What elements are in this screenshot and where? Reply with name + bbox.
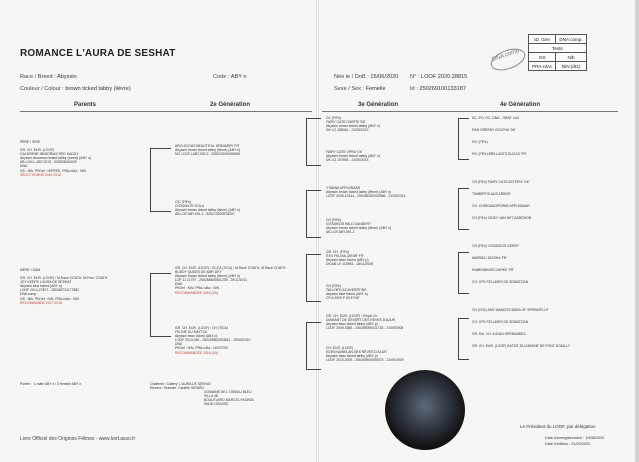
code-field: Code : ABY n: [213, 74, 247, 80]
dob-field: Née le / DoB : 15/06/2020: [334, 74, 399, 80]
bracket-gen3-4: [306, 322, 321, 370]
bracket-gen3-1: [306, 118, 321, 166]
mother-selection: RECOMMANDÉ 2017 2016: [20, 300, 62, 305]
gen2-d: GR. CH. EUR. (LOOF) / CH (TICA) FELINE DU MAYTZA Abyssin fawn ticked (ABY p) LOOF 2013.046 - 250269500053811 - 25/09/2010 DNA PKDef : N/N, PRA-rdAc : N/ICF290 RECOMMANDÉE 2016 (4A): [175, 326, 251, 355]
cat-name-title: ROMANCE L'AURA DE SESHAT: [20, 48, 176, 59]
divider-left: [20, 111, 312, 112]
bracket-gen3-3: [306, 254, 321, 302]
gen3-8: CH. EUR. (LOOF) EDEN NAWELAN DES RÊVES D'AZUR Abyssin fawn ticked tabby (ABY p) LOOF 2010.2005 - 250269500050075 - 21/09/2009: [326, 346, 404, 363]
signature-line: Le Président du LOOF, par délégation: [520, 424, 596, 429]
gen2-a: ARVLICIOUS BEAUTIFUL DREAMER 'FR' Abyssin brown ticked tabby (lièvre) (ABY n) NO LOOF.LABY.093.2 - 528210000195665: [175, 144, 241, 157]
gen3-6: CH (FIFe) TALLYBYLAS AVERSTINE Abyssin blue ticked (ABY a) CP.A 2009 P 00.EYSE: [326, 284, 368, 301]
dob-value: 15/06/2020: [370, 74, 399, 80]
race-value: Abyssin: [57, 74, 77, 80]
gen3-1: GC (FIFe) FAIRY CATS DIMITRI 'DK' Abyssin brown ticked tabby (ABY n) DK LO 158461 - 21/05/2013: [326, 116, 380, 133]
gen-head-dna: DNA comp.: [556, 35, 586, 44]
divider-right: [322, 111, 618, 112]
number-field: N° : LOOF 2020.28815: [410, 74, 468, 80]
sex-field: Sexe / Sex : Femelle: [334, 86, 386, 92]
bracket-gen4-3: [458, 252, 469, 294]
colour-value: brown ticked tabby (lièvre): [65, 86, 131, 92]
gen-gs-label: GS: [529, 53, 556, 62]
gen4-group-1: SC, PO, OC, DNA - GRAF LUX RAH GREENY GOLFHA 'DK' FIC (FIFe) FIC (FIFe) BRILLANTS DUCAS 'FR': [472, 116, 527, 157]
gen3-4: CH (FIFe) GITADIKOS WILD DANDERY Abyssin brown ticked tabby (lièvre) (ABY n) AB.LOF.ABY.091.2: [326, 218, 392, 235]
code-value: ABY n: [230, 74, 247, 80]
gen3-3: YTABNA APPLEBAAR Abyssin brown ticked tabby (lièvre) (ABY n) LOOF 2006.12344 - 250268100000966 - 21/05/2014: [326, 186, 406, 199]
gen-pra-value: N/N (dt1): [556, 62, 586, 71]
col-gen2: 2e Génération: [210, 102, 251, 108]
race-field: Race / Breed : Abyssin: [20, 74, 77, 80]
gen2-c: GR. CH. EUR. (LOOF) / SCCA (TICA) / M.Race COATH, M.Race COATH BUDDY QUEEN DE AMR DEY Abyssin brown ticked tabby (lièvre) (ABY n) LOF 11.11797 - 250268500551239 - 29/11/2011 DNA PKDef : N/N, PRA-rdAc : N/N RECOMMANDÉE 2016 (4A): [175, 266, 286, 295]
bracket-gen4-2: [458, 188, 469, 230]
loof-seal: [385, 370, 465, 450]
mother-title: MÈRE / DAM: [20, 268, 41, 272]
sex-value: Femelle: [365, 86, 386, 92]
father-title: PÈRE / SIRE: [20, 140, 40, 144]
id-field: Id : 250269100133187: [410, 86, 467, 92]
bracket-gen3-2: [306, 190, 321, 238]
col-gen4: 4e Génération: [500, 102, 541, 108]
gen2-b: CIC (FIFe) GITADIKOS VIOLA Abyssin brown ticked tabby (lièvre) (ABY n) AB.LOF.ABY.091.2 - 528210000978207: [175, 200, 241, 217]
cattery-info: Chatterie / Cattery L'AURA DE SESHAT Eleveur / Breeder Danièle GIRARD DOMAINE DE L'OISEAU BLEU VILLA 48 BOULEVARD MARCEL PAGNOL 06130 GRASSE: [150, 382, 255, 407]
gen3-2: FAIRY CATS OPRA 'DK' Abyssin brown ticked tabby (ABY n) DK LO 157695 - 21/05/2013: [326, 150, 380, 163]
edition-date: Date d'édition : 21/09/2020: [545, 442, 591, 446]
father-block: PÈRE / SIRE GR. CH. EUR. (LOOF) GALDRENE NEMORIAS RED DADDY Abyssin cinnamon ticked tabby (sorrel) (ABY o) AB LOH.L.ABY.2013 - 528294000029 DNA GS : N/b, PKDef : N/PRED, PRA-rdAc : N/N SÉLECTIONNÉ 2016 2016: [20, 140, 91, 177]
gen4-group-2: CH (FIFe) FAIRY CATS ASTERIX 'DK' TIMBERTIS AUS ARBOR CH. CHIRGANOPERNE APPLEBAAR CH (FIFe) VIDEY VAN HET AARDHOB: [472, 180, 531, 221]
col-gen3: 3e Génération: [358, 102, 399, 108]
gen-tests-label: Tests: [529, 44, 587, 53]
litter-info: Portée : 1 mâle ABY n / 3 femelle ABY n: [20, 382, 82, 386]
bracket-gen4-1: [458, 118, 469, 160]
col-parents: Parents: [74, 102, 97, 108]
mother-block: MÈRE / DAM GR. CH. EUR. (LOOF) / M.Race COATH, M.Fem. COATH JOY KEEPS L'AURA DE SESHAT Abyssin blue ticked (ABY a) LOOF 2014.27307 - 250268731177882 DNA comp. GS : N/b, PKDef : N/N, PRA-rdAc : N/N RECOMMANDÉ 2017 2016: [20, 268, 108, 305]
genetic-tests-table: [528, 34, 587, 71]
registration-date: Date d'enregistrement : 19/08/2020: [545, 436, 605, 440]
colour-field: Couleur / Colour : brown ticked tabby (lièvre): [20, 86, 131, 92]
dna-stamp: DNA comp.: [488, 44, 528, 74]
gen3-7: GR. CH. EUR. (LOOF) / Royal Ch. DIAMANT DE DESERT DES REVES D'AZUR Abyssin fawn ticked tabby (ABY p) LOOF 2009.1585 - 250269050011725 - 21/09/2008: [326, 314, 404, 331]
page-edge: [635, 0, 639, 462]
footer-text: Livre Officiel des Origines Félines - www.loof.asso.fr: [20, 436, 136, 442]
bracket-father: [150, 148, 171, 212]
father-selection: SÉLECTIONNÉ 2016 2016: [20, 172, 61, 177]
gen-pra-label: PRA-rdAc: [529, 62, 556, 71]
gen-gs-value: N/b: [556, 53, 586, 62]
bracket-gen4-4: [458, 318, 469, 360]
gen3-5: GR. CH. (FIFe) EXO FELINA JAFAR 'FR' Abyssin fawn ticked (ABY p) DK/AB LK 115984 - 18/11/2008: [326, 250, 373, 267]
gen4-group-3: CH (FIFe) GITADIKOS GERRY MARBELI DIXSHA 'FR' HUBENNINGS DARKE 'FR' CH. CFS FELLINES DE SEBASTIAN: [472, 244, 529, 285]
number-value: LOOF 2020.28815: [420, 74, 468, 80]
gen-head-id: ID. Gen: [529, 35, 556, 44]
bracket-mother: [150, 273, 171, 337]
gen4-group-4: CH (CFA) AMY MAMOTS BARA OF SPRINGFLUT CH. CFS FELLINES DE SEBASTIAN GR. Ent. CH. AJDAN HERNANDEZ GR. CH. EUR. (LOOF) BATIST-DU AMOINE DE PONT-DOUILLY: [472, 308, 571, 349]
id-value: 250269100133187: [419, 86, 467, 92]
